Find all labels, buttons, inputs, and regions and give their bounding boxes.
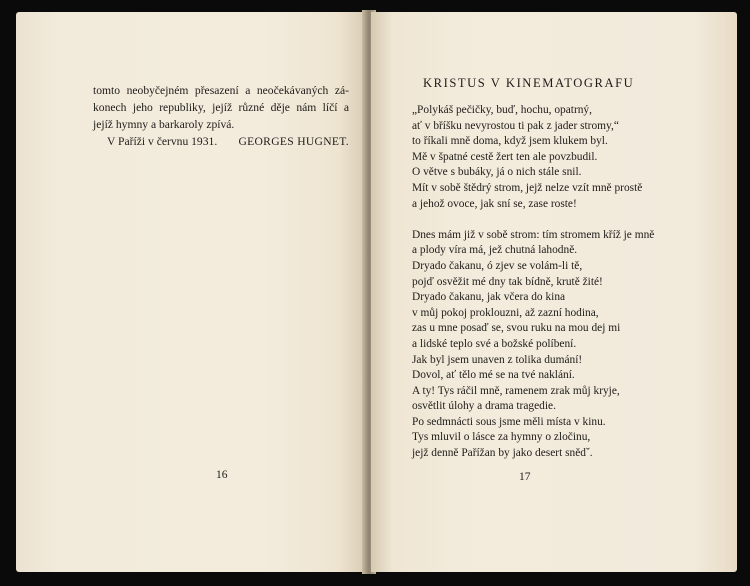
verse-line: osvětlit úlohy a drama tragedie.: [412, 400, 556, 413]
paragraph-line: tomto neobyčejném přesazení a neočekávaných zá-: [93, 84, 349, 97]
paragraph-line: jejíž hymny a barkaroly zpívá.: [93, 118, 235, 131]
verse-line: O větve s bubáky, já o nich stále snil.: [412, 166, 582, 179]
verse-line: zas u mne posaď se, svou ruku na mou dej mi: [412, 322, 621, 335]
verse-line: Dovol, ať tělo mé se na tvé naklání.: [412, 369, 575, 382]
verse-line: pojď osvěžit mé dny tak bídně, krutě žité!: [412, 275, 603, 288]
page-number-left: 16: [216, 469, 228, 481]
verse-line: to říkali mně doma, když jsem klukem byl.: [412, 135, 608, 148]
verse-line: a jehož ovoce, jak sní se, zase roste!: [412, 197, 577, 210]
verse-line: Jak byl jsem unaven z tolika dumání!: [412, 353, 583, 366]
right-page: [371, 12, 737, 572]
left-page: [16, 12, 366, 572]
closing-paragraph: [93, 82, 349, 150]
stanza-break: [412, 212, 712, 228]
poem-body: [412, 103, 712, 462]
verse-line: Dryado čakanu, jak včera do kina: [412, 291, 566, 304]
verse-line: Dnes mám již v sobě strom: tím stromem kříž je mně: [412, 228, 655, 241]
verse-line: Mít v sobě štědrý strom, jejž nelze vzít mně prostě: [412, 181, 643, 194]
verse-line: Dryado čakanu, ó zjev se volám-li tě,: [412, 259, 583, 272]
verse-line: A ty! Tys ráčil mně, ramenem zrak můj kryje,: [412, 384, 620, 397]
verse-line: a lidské teplo své a božské políbení.: [412, 337, 577, 350]
verse-line: ať v bříšku nevyrostou ti pak z jader stromy,“: [412, 119, 619, 132]
verse-line: Po sedmnácti sous jsme měli místa v kinu.: [412, 415, 606, 428]
verse-line: Tys mluvil o lásce za hymny o zločinu,: [412, 431, 591, 444]
verse-line: „Polykáš pečičky, buď, hochu, opatrný,: [412, 104, 592, 116]
place-date: V Paříži v červnu 1931.: [107, 135, 218, 148]
verse-line: v můj pokoj proklouzni, až zazní hodina,: [412, 306, 599, 319]
place-signature-line: [93, 133, 349, 150]
verse-line: a plody víra má, jež chutná lahodně.: [412, 244, 578, 257]
poem-title: KRISTUS V KINEMATOGRAFU: [423, 76, 635, 90]
verse-line: Mě v špatné cestě žert ten ale povzbudil.: [412, 150, 598, 163]
author-signature: GEORGES HUGNET.: [238, 135, 349, 148]
verse-line: jejž denně Pařížan by jako desert snědˇ.: [412, 447, 593, 460]
page-number-right: 17: [519, 471, 531, 483]
paragraph-line: konech jeho republiky, jejíž různé děje nám líčí a: [93, 101, 349, 114]
